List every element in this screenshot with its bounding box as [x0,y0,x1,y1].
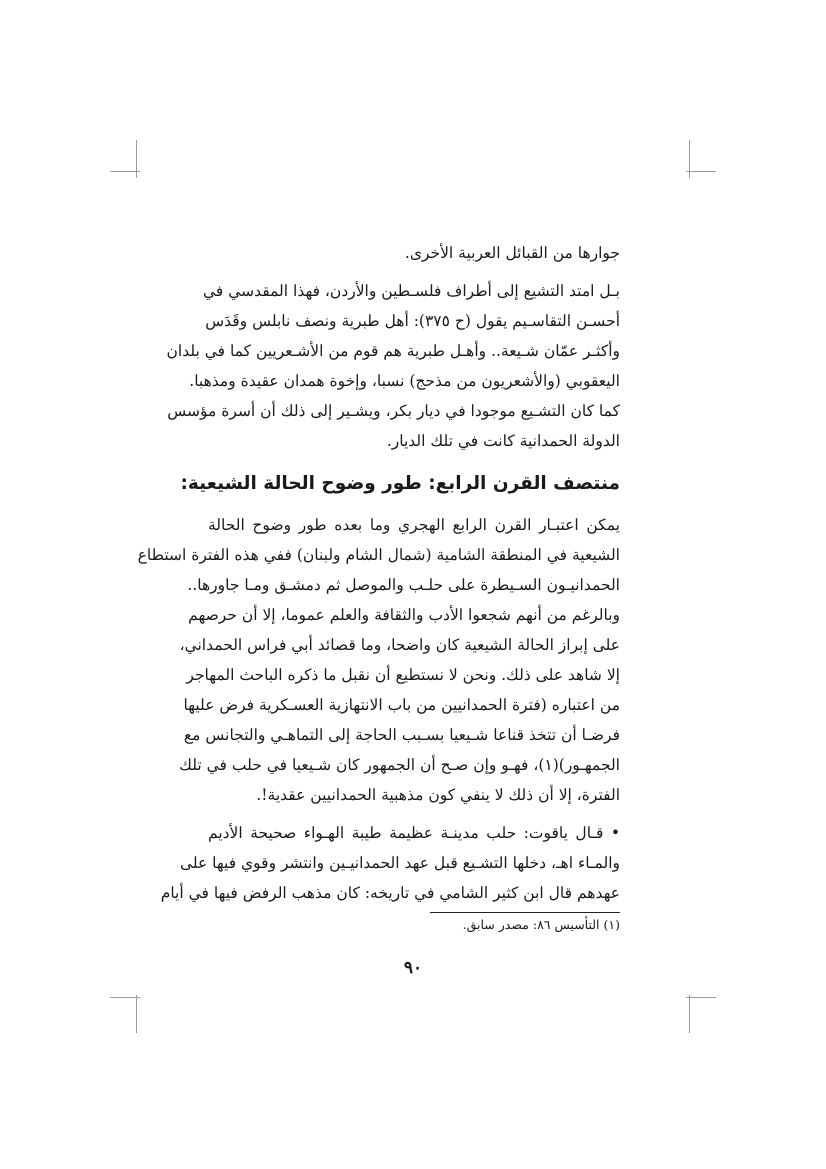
text-line: الجمهـور)(١)، فهـو وإن صـح أن الجمهور كان شـيعيا في حلب في تلك [179,756,620,774]
text-line: الدولة الحمدانية كانت في تلك الديار. [386,432,620,450]
text-line: إلا شاهد على ذلك. ونحن لا نستطيع أن نقبل ما ذكره الباحث المهاجر [186,666,620,684]
text-line: أحسـن التقاسـيم يقول (ح ٣٧٥): أهل طبرية ونصف نابلس وقَدَس [205,312,620,330]
text-line: وبالرغم من أنهم شجعوا الأدب والثقافة والعلم عموما، إلا أن حرصهم [188,606,620,624]
crop-mark-top-right-vertical [689,140,690,178]
section-heading: منتصف القرن الرابع: طور وضوح الحالة الشيعية: [180,473,620,494]
text-line: الفترة، إلا أن ذلك لا ينفي كون مذهبية الحمدانيين عقدية!. [256,786,620,804]
text-line: الشيعية في المنطقة الشامية (شمال الشام ولبنان) ففي هذه الفترة استطاع [137,546,620,564]
text-line: يمكن اعتبـار القرن الرابع الهجري وما بعده طور وضوح الحالة [208,516,620,534]
crop-mark-bottom-right-vertical [689,995,690,1033]
page-number: ٩٠ [403,958,423,978]
paragraph-3 [137,510,620,810]
footnote: (١) التأسيس ٨٦: مصدر سابق. [462,917,620,932]
text-line: من اعتباره (فترة الحمدانيين من باب الانتهازية العسـكرية فرض عليها [183,696,620,714]
paragraph-4 [160,818,620,908]
crop-mark-bottom-left-horizontal [110,997,140,998]
intro-line: جوارها من القبائل العربية الأخرى. [404,244,620,262]
crop-mark-top-left-horizontal [110,171,140,172]
crop-mark-top-left-vertical [136,140,137,178]
text-line: • قـال ياقوت: حلب مدينـة عظيمة طيبة الهـواء صحيحة الأديم [208,824,620,842]
text-line: عهدهم قال ابن كثير الشامي في تاريخه: كان مذهب الرفض فيها في أيام [160,884,620,902]
text-line: والمـاء اهـ، دخلها التشـيع قبل عهد الحمدانيـين وانتشر وقوي فيها على [179,854,620,872]
page-body [137,238,620,937]
text-line: الحمدانيـون السـيطرة على حلـب والموصل ثم دمشـق ومـا جاورها.. [187,576,620,594]
crop-mark-bottom-left-vertical [136,995,137,1033]
crop-mark-bottom-right-horizontal [686,997,716,998]
crop-mark-top-right-horizontal [686,171,716,172]
paragraph-2 [166,276,620,456]
text-line: وأكثـر عمّان شـيعة.. وأهـل طبرية هم قوم من الأشـعريين كما في بلدان [166,342,620,360]
text-line: فرضـا أن تتخذ قناعا شـيعيا بسـبب الحاجة إلى التماهـي والتجانس مع [183,726,620,744]
text-line: على إبراز الحالة الشيعية كان واضحا، وما قصائد أبي فراس الحمداني، [179,636,620,654]
text-line: بـل امتد التشيع إلى أطراف فلسـطين والأردن، فهذا المقدسي في [202,282,620,300]
text-line: اليعقوبي (والأشعريون من مذحج) نسبا، وإخوة همدان عقيدة ومذهبا. [189,372,620,390]
text-line: كما كان التشـيع موجودا في ديار بكر، ويشـير إلى ذلك أن أسرة مؤسس [167,402,620,420]
